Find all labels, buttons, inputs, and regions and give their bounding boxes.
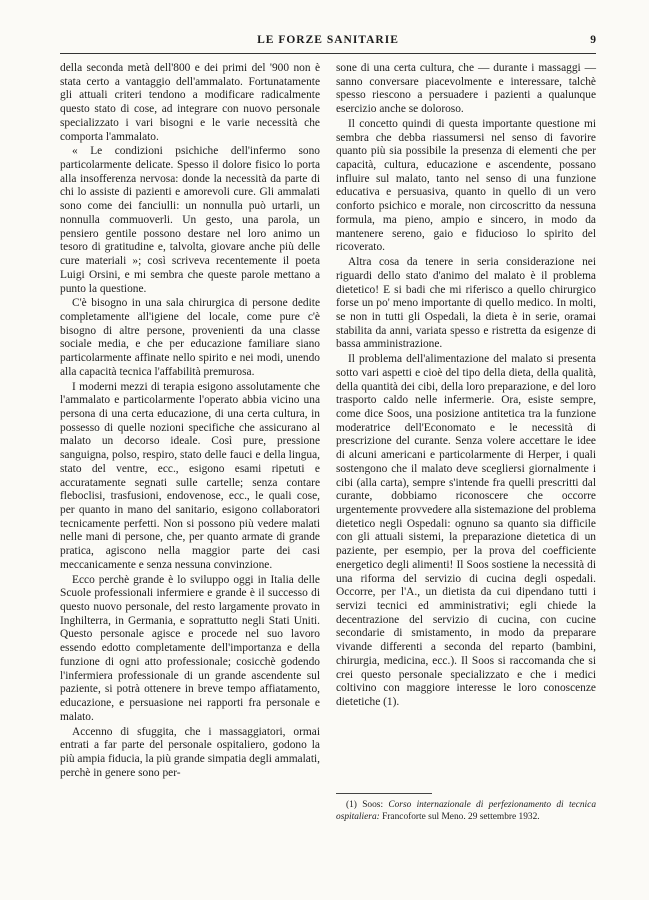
paragraph: I moderni mezzi di terapia esigono assolutamente che l'ammalato e particolarmente l'operato abbia vicino una persona di una certa educazione, di una certa cultura, in possesso di quelle nozioni specifiche che assicurano al malato un decorso ideale. Così pure, pressione sanguigna, polso, respiro, stato delle fauci e della lingua, stato del ventre, ecc., esigono esami ripetuti e accuratamente segnati sulle cartelle; senza contare fleboclisi, trasfusioni, endovenose, ecc., le quali cose, per quanto in mano del sanitario, esigono collaboratori tecnicamente perfetti. Non si possono più vedere malati nelle mani di persone, che, per quanto armate di grande pratica, agiscono nella maggior parte dei casi meccanicamente e senza nessuna convinzione. (60, 380, 320, 571)
paragraph: sone di una certa cultura, che — durante i massaggi — sanno conversare piacevolmente e interessare, talchè spesso riescono a persuadere i pazienti a qualunque esercizio anche se doloroso. (336, 62, 596, 116)
running-title: LE FORZE SANITARIE (257, 34, 399, 46)
footnote-details: Francoforte sul Meno. 29 settembre 1932. (382, 811, 540, 822)
footnote-title: Corso internazionale di perfezionamento di tecnica ospitaliera: (336, 800, 597, 822)
paragraph: « Le condizioni psichiche dell'infermo sono particolarmente delicate. Spesso il dolore fisico lo porta alla insofferenza nervosa: donde la necessità da parte di chi lo assiste di pazienti e amorevoli cure. Gli ammalati sono come dei fanciulli: un nonnulla può urtarli, un nonnulla commuoverli. Un gesto, una parola, un pensiero gentile possono destare nel loro animo un tesoro di gratitudine e, talvolta, giovare anche più delle cure materiali »; così scriveva recentemente il poeta Luigi Orsini, e mi sembra che queste parole mettano a punto la questione. (60, 145, 320, 295)
footnote-marker: (1) Soos: (346, 800, 384, 810)
paragraph: Il concetto quindi di questa importante questione mi sembra che debba riassumersi nel senso di favorire quanto più sia possibile la presenza di elementi che per capacità, cultura, educazione e ascendente, possano influire sul malato, tanto nel senso di una funzione educativa e persuasiva, quanto in quello di un vero conforto psichico e morale, non circoscritto da nessuna formula, ma pieno, ampio e sincero, in modo da mantenere sereno, gaio e fiducioso lo spirito del ricoverato. (336, 117, 596, 254)
paragraph: della seconda metà dell'800 e dei primi del '900 non è stata certo a vantaggio dell'ammalato. Fortunatamente gli attuali criteri tendono a modificare radicalmente questo stato di cose, ad integrare con nuovo personale specializzato i vari bisogni e le varie necessità che comporta l'ammalato. (60, 62, 320, 143)
footnote-rule (336, 793, 432, 794)
paragraph: Il problema dell'alimentazione del malato si presenta sotto vari aspetti e cioè del tipo della dieta, della qualità, della quantità dei cibi, della loro preparazione, e del loro trasporto caldo nelle infermerie. Ora, esiste sempre, come dice Soos, una posizione antitetica tra la funzione moderatrice dell'Economato e le necessità di prescrizione del curante. Senza volere accettare le idee di alcuni americani e particolarmente di Herper, i quali sostengono che il malato deve scegliersi giornalmente i cibi (alla carta), sempre s'intende fra quelli prescritti dal curante, dobbiamo riconoscere che occorre urgentemente provvedere alla sistemazione del problema dietetico negli Ospedali: ognuno sa quanto sia difficile con gli attuali sistemi, la preparazione dietetica di un paziente, per esempio, per la prova del coefficiente energetico degli alimenti! Il Soos sostiene la necessità di una riforma del servizio di cucina degli ospedali. Occorre, per l'A., un dietista da cui dipendano tutti i servizi tecnici ed amministrativi; egli chiede la decentrazione del servizio di cucina, con cucine secondarie di smistamento, in modo da preparare vivande differenti a seconda del reparto (bambini, chirurgia, medicina, ecc.). Il Soos si raccomanda che si crei questo personale specializzato e che i medici coltivino con maggiore interesse le loro conoscenze dietetiche (1). (336, 353, 596, 709)
page-number: 9 (590, 34, 596, 46)
right-column (336, 62, 596, 710)
paragraph: Altra cosa da tenere in seria considerazione nei riguardi dello stato d'animo del malato è il problema dietetico! E si badi che mi riferisco a quello chirurgico forse un po' meno importante di quello medico. In molti, se non in tutti gli Ospedali, la dieta è in serie, oramai stabilita da anni, variata spesso e ristretta da esigenze di bassa amministrazione. (336, 256, 596, 351)
page-header (60, 34, 596, 52)
paragraph: Accenno di sfuggita, che i massaggiatori, ormai entrati a far parte del personale ospitaliero, godono la più ampia fiducia, la più grande simpatia degli ammalati, perchè in genere sono per- (60, 725, 321, 779)
paragraph: C'è bisogno in una sala chirurgica di persone dedite completamente all'igiene del locale, come pure c'è bisogno di altre persone, provenienti da una classe sociale media, e che per educazione familiare siano particolarmente affinate nello spirito e nei modi, unendo alla capacità tecnica l'affabilità premurosa. (60, 297, 320, 378)
header-rule (60, 53, 596, 54)
paragraph: Ecco perchè grande è lo sviluppo oggi in Italia delle Scuole professionali infermiere e grande è il successo di questo nuovo personale, del resto largamente provato in Inghilterra, in Germania, e soprattutto negli Stati Uniti. Questo personale agisce e procede nel suo lavoro essendo edotto completamente dell'importanza e della funzione di ogni atto professionale; cosicchè godendo l'infermiera professionale di un grande ascendente sul paziente, si potrà ottenere in breve tempo affiatamento, educazione, e persuasione nei rapporti fra personale e malato. (60, 573, 320, 723)
left-column (60, 62, 320, 780)
footnote (336, 800, 596, 823)
